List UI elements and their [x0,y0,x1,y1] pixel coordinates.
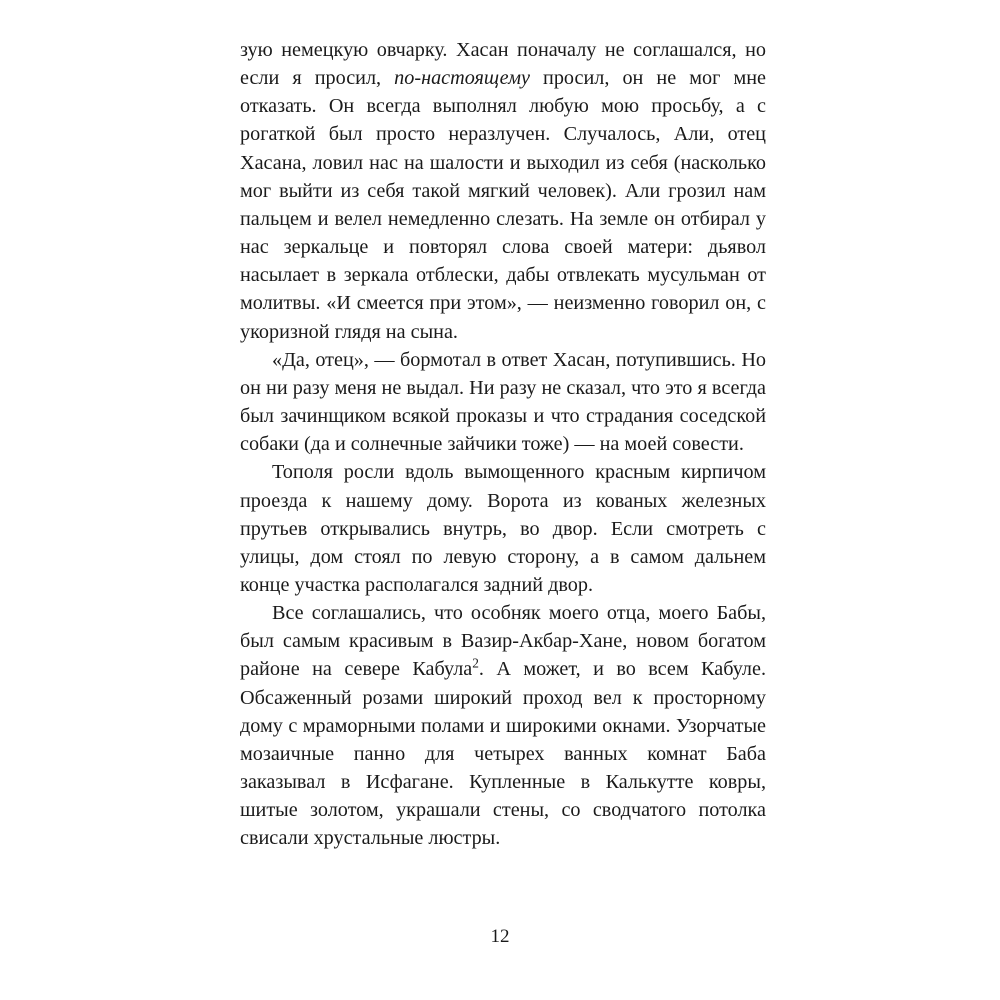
body-text: . А может, и во всем Кабуле. Обсаженный розами широкий проход вел к просторному дому с мраморными полами и широкими окнами. Узорчатые мозаичные панно для четырех ванных комнат Баба заказывал в Исфагане. Купленные в Калькутте ковры, шитые золотом, украшали стены, со сводчатого потолка свисали хрустальные люстры. [240,658,766,850]
footnote-marker: 2 [472,655,479,671]
body-text: Тополя росли вдоль вымощенного красным кирпичом проезда к нашему дому. Ворота из кованых железных прутьев открывались внутрь, во двор. Если смотреть с улицы, дом стоял по левую сторону, а в самом дальнем конце участка располагался задний двор. [240,461,766,596]
body-text: «Да, отец», — бормотал в ответ Хасан, потупившись. Но он ни разу меня не выдал. Ни разу не сказал, что это я всегда был зачинщиком всякой проказы и что страдания соседской собаки (да и солнечные зайчики тоже) — на моей совести. [240,348,766,456]
emphasis-text: по-настоящему [394,67,530,90]
paragraph [240,36,766,346]
body-text: зую немецкую овчарку. Хасан поначалу не соглашался, но если я просил, [240,39,766,90]
paragraph [240,458,766,599]
page-number: 12 [490,926,510,947]
paragraph [240,599,766,852]
body-text: Все соглашались, что особняк моего отца, моего Бабы, был самым красивым в Вазир-Акбар-Хане, новом богатом районе на севере Кабула [240,602,766,681]
page-text-block [240,36,766,853]
body-text: просил, он не мог мне отказать. Он всегда выполнял любую мою просьбу, а с рогаткой был просто неразлучен. Случалось, Али, отец Хасана, ловил нас на шалости и выходил из себя (насколько мог выйти из себя такой мягкий человек). Али грозил нам пальцем и велел немедленно слезать. На земле он отбирал у нас зеркальце и повторял слова своей матери: дьявол насылает в зеркала отблески, дабы отвлекать мусульман от молитвы. «И смеется при этом», — неизменно говорил он, с укоризной глядя на сына. [240,67,766,343]
paragraph [240,346,766,459]
